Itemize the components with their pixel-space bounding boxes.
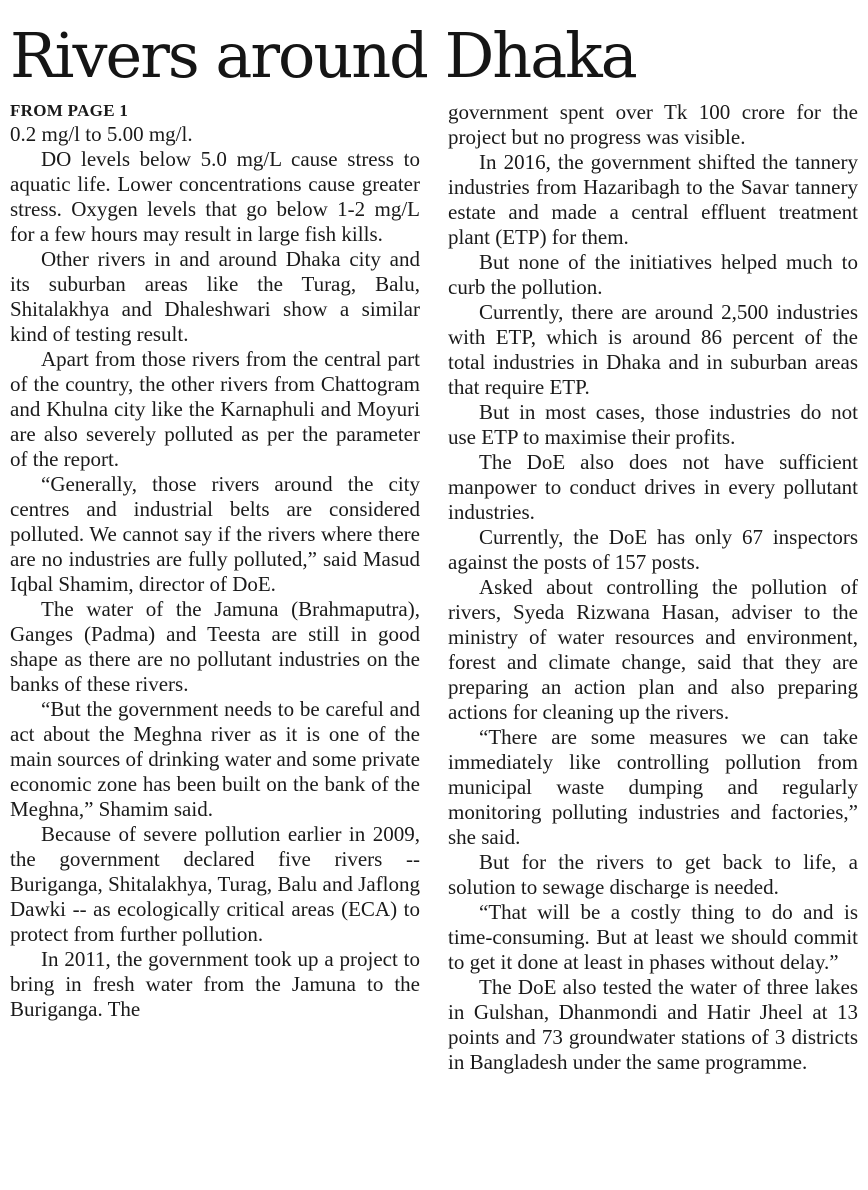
paragraph: 0.2 mg/l to 5.00 mg/l. (10, 122, 193, 146)
paragraph: “That will be a costly thing to do and is time-consuming. But at least we should commit to get it done at least in phases without delay.” (448, 900, 858, 974)
paragraph: Other rivers in and around Dhaka city and its suburban areas like the Turag, Balu, Shitalakhya and Dhaleshwari show a similar kind of testing result. (10, 247, 420, 346)
headline: Rivers around Dhaka (10, 19, 636, 92)
paragraph: Currently, the DoE has only 67 inspectors against the posts of 157 posts. (448, 525, 858, 574)
article-column-right (448, 100, 858, 1075)
paragraph: DO levels below 5.0 mg/L cause stress to aquatic life. Lower concentrations cause greater stress. Oxygen levels that go below 1-2 mg/L for a few hours may result in large fish kills. (10, 147, 420, 246)
article-column-left (10, 100, 420, 1022)
paragraph: Asked about controlling the pollution of rivers, Syeda Rizwana Hasan, adviser to the ministry of water resources and environment, forest and climate change, said that they are preparing an action plan and also preparing actions for cleaning up the rivers. (448, 575, 858, 724)
paragraph: “But the government needs to be careful and act about the Meghna river as it is one of the main sources of drinking water and some private economic zone has been built on the bank of the Meghna,” Shamim said. (10, 697, 420, 821)
paragraph: “Generally, those rivers around the city centres and industrial belts are considered polluted. We cannot say if the rivers where there are no industries are fully polluted,” said Masud Iqbal Shamim, director of DoE. (10, 472, 420, 596)
paragraph: Apart from those rivers from the central part of the country, the other rivers from Chattogram and Khulna city like the Karnaphuli and Moyuri are also severely polluted as per the parameter of the report. (10, 347, 420, 471)
paragraph: But for the rivers to get back to life, a solution to sewage discharge is needed. (448, 850, 858, 899)
paragraph: “There are some measures we can take immediately like controlling pollution from municipal waste dumping and regularly monitoring polluting industries and factories,” she said. (448, 725, 858, 849)
paragraph: But none of the initiatives helped much to curb the pollution. (448, 250, 858, 299)
paragraph: The DoE also does not have sufficient manpower to conduct drives in every pollutant industries. (448, 450, 858, 524)
continued-from-kicker: FROM PAGE 1 (10, 101, 129, 120)
paragraph: In 2011, the government took up a project to bring in fresh water from the Jamuna to the Buriganga. The (10, 947, 420, 1021)
paragraph: But in most cases, those industries do not use ETP to maximise their profits. (448, 400, 858, 449)
paragraph: government spent over Tk 100 crore for the project but no progress was visible. (448, 100, 858, 149)
paragraph: Because of severe pollution earlier in 2009, the government declared five rivers -- Buriganga, Shitalakhya, Turag, Balu and Jaflong Dawki -- as ecologically critical areas (ECA) to protect from further pollution. (10, 822, 420, 946)
paragraph: Currently, there are around 2,500 industries with ETP, which is around 86 percent of the total industries in Dhaka and in suburban areas that require ETP. (448, 300, 858, 399)
paragraph: The water of the Jamuna (Brahmaputra), Ganges (Padma) and Teesta are still in good shape as there are no pollutant industries on the banks of these rivers. (10, 597, 420, 696)
paragraph: The DoE also tested the water of three lakes in Gulshan, Dhanmondi and Hatir Jheel at 13 points and 73 groundwater stations of 3 districts in Bangladesh under the same programme. (448, 975, 858, 1074)
paragraph: In 2016, the government shifted the tannery industries from Hazaribagh to the Savar tannery estate and made a central effluent treatment plant (ETP) for them. (448, 150, 858, 249)
